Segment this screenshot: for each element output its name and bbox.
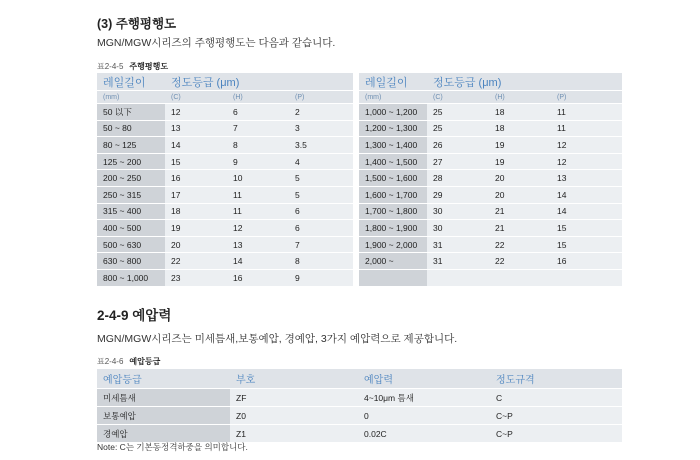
section-description: MGN/MGW시리즈의 주행평행도는 다음과 같습니다. [97,37,336,49]
table-row [97,137,622,154]
table-row [97,220,622,237]
unit-mm: (mm) [359,91,427,104]
grade-p-cell: 4 [289,153,353,170]
grade-h-cell: 10 [227,170,289,187]
table-row [97,186,622,203]
grade-p-cell: 15 [551,236,622,253]
grade-p-cell: 16 [551,253,622,270]
preload-class-cell: 미세틈새 [97,389,230,407]
grade-p-cell: 14 [551,186,622,203]
rail-length-cell: 250 ~ 315 [97,186,165,203]
rail-length-cell [359,269,427,286]
header-rail-length: 레일길이 [359,73,427,91]
table-row [97,236,622,253]
header-accuracy: 정도등급 (μm) [427,73,622,91]
rail-length-cell: 1,000 ~ 1,200 [359,104,427,121]
code-cell: Z0 [230,407,358,425]
grade-p-cell [551,269,622,286]
rail-length-cell: 315 ~ 400 [97,203,165,220]
grade-h-cell: 9 [227,153,289,170]
table-row [97,153,622,170]
header-accuracy-spec: 정도규격 [490,369,622,389]
grade-h-cell: 7 [227,120,289,137]
header-rail-length: 레일길이 [97,73,165,91]
header-preload-class: 예압등급 [97,369,230,389]
grade-c-cell: 31 [427,253,489,270]
table-row [97,170,622,187]
grade-h-cell: 14 [227,253,289,270]
grade-c-cell: 12 [165,104,227,121]
accuracy-spec-cell: C~P [490,425,622,443]
grade-c-cell: 30 [427,203,489,220]
unit-p: (P) [289,91,353,104]
grade-h-cell: 22 [489,236,551,253]
unit-mm: (mm) [97,91,165,104]
code-cell: ZF [230,389,358,407]
header-preload: 예압력 [358,369,490,389]
grade-p-cell: 5 [289,170,353,187]
rail-length-cell: 1,200 ~ 1,300 [359,120,427,137]
accuracy-spec-cell: C [490,389,622,407]
rail-length-cell: 630 ~ 800 [97,253,165,270]
grade-p-cell: 6 [289,220,353,237]
grade-p-cell: 12 [551,137,622,154]
grade-p-cell: 8 [289,253,353,270]
grade-h-cell: 8 [227,137,289,154]
grade-h-cell: 20 [489,186,551,203]
grade-h-cell: 12 [227,220,289,237]
grade-c-cell: 29 [427,186,489,203]
grade-h-cell: 6 [227,104,289,121]
grade-h-cell: 22 [489,253,551,270]
table-header-row [97,369,622,389]
grade-c-cell: 27 [427,153,489,170]
grade-c-cell: 23 [165,269,227,286]
rail-length-cell: 1,900 ~ 2,000 [359,236,427,253]
grade-c-cell: 17 [165,186,227,203]
grade-c-cell: 30 [427,220,489,237]
unit-p: (P) [551,91,622,104]
preload-class-cell: 보통예압 [97,407,230,425]
grade-c-cell: 31 [427,236,489,253]
grade-h-cell: 20 [489,170,551,187]
grade-h-cell: 19 [489,137,551,154]
section-title: (3) 주행평행도 [97,17,177,31]
table-caption [97,356,160,367]
rail-length-cell: 1,500 ~ 1,600 [359,170,427,187]
table-number: 표2-4-6 [97,357,124,366]
grade-p-cell: 3.5 [289,137,353,154]
accuracy-spec-cell: C~P [490,407,622,425]
unit-h: (H) [489,91,551,104]
grade-p-cell: 2 [289,104,353,121]
grade-h-cell: 18 [489,120,551,137]
grade-p-cell: 3 [289,120,353,137]
rail-length-cell: 400 ~ 500 [97,220,165,237]
preload-cell: 0.02C [358,425,490,443]
table-row [97,203,622,220]
preload-cell: 4~10μm 틈새 [358,389,490,407]
table-row [97,253,622,270]
table-row [97,389,622,407]
table-title: 예압등급 [129,357,161,366]
grade-c-cell: 26 [427,137,489,154]
rail-length-cell: 50 以下 [97,104,165,121]
grade-p-cell: 13 [551,170,622,187]
grade-c-cell [427,269,489,286]
table-row [97,425,622,443]
rail-length-cell: 1,800 ~ 1,900 [359,220,427,237]
grade-h-cell: 11 [227,203,289,220]
grade-c-cell: 19 [165,220,227,237]
table-title: 주행평행도 [129,62,169,71]
grade-h-cell: 21 [489,220,551,237]
grade-h-cell: 21 [489,203,551,220]
grade-p-cell: 11 [551,104,622,121]
rail-length-cell: 1,700 ~ 1,800 [359,203,427,220]
preload-cell: 0 [358,407,490,425]
rail-length-cell: 1,400 ~ 1,500 [359,153,427,170]
table-row [97,104,622,121]
preload-table [97,369,622,443]
unit-h: (H) [227,91,289,104]
grade-c-cell: 15 [165,153,227,170]
grade-c-cell: 25 [427,120,489,137]
header-accuracy: 정도등급 (μm) [165,73,353,91]
parallelism-table [97,73,622,287]
table-unit-row [97,91,622,104]
grade-p-cell: 11 [551,120,622,137]
rail-length-cell: 200 ~ 250 [97,170,165,187]
rail-length-cell: 80 ~ 125 [97,137,165,154]
table-row [97,269,622,286]
table-row [97,407,622,425]
grade-c-cell: 13 [165,120,227,137]
grade-h-cell: 16 [227,269,289,286]
grade-c-cell: 16 [165,170,227,187]
grade-c-cell: 14 [165,137,227,154]
table-caption [97,61,168,72]
rail-length-cell: 2,000 ~ [359,253,427,270]
grade-p-cell: 14 [551,203,622,220]
grade-h-cell: 18 [489,104,551,121]
preload-class-cell: 경예압 [97,425,230,443]
code-cell: Z1 [230,425,358,443]
grade-c-cell: 28 [427,170,489,187]
grade-c-cell: 22 [165,253,227,270]
grade-p-cell: 12 [551,153,622,170]
rail-length-cell: 1,600 ~ 1,700 [359,186,427,203]
table-number: 표2-4-5 [97,62,124,71]
grade-c-cell: 25 [427,104,489,121]
grade-p-cell: 6 [289,203,353,220]
rail-length-cell: 1,300 ~ 1,400 [359,137,427,154]
rail-length-cell: 50 ~ 80 [97,120,165,137]
grade-p-cell: 5 [289,186,353,203]
grade-p-cell: 15 [551,220,622,237]
grade-c-cell: 18 [165,203,227,220]
preload-section-description: MGN/MGW시리즈는 미세틈새,보통예압, 경예압, 3가지 예압력으로 제공합니다. [97,333,458,345]
unit-c: (C) [165,91,227,104]
table-note: Note: C는 기본동정격하중을 의미합니다. [97,442,248,452]
table-header-row [97,73,622,91]
rail-length-cell: 800 ~ 1,000 [97,269,165,286]
grade-c-cell: 20 [165,236,227,253]
header-code: 부호 [230,369,358,389]
rail-length-cell: 500 ~ 630 [97,236,165,253]
grade-h-cell [489,269,551,286]
table-row [97,120,622,137]
grade-h-cell: 13 [227,236,289,253]
unit-c: (C) [427,91,489,104]
grade-p-cell: 7 [289,236,353,253]
grade-p-cell: 9 [289,269,353,286]
rail-length-cell: 125 ~ 200 [97,153,165,170]
preload-section-title: 2-4-9 예압력 [97,308,172,323]
grade-h-cell: 19 [489,153,551,170]
grade-h-cell: 11 [227,186,289,203]
